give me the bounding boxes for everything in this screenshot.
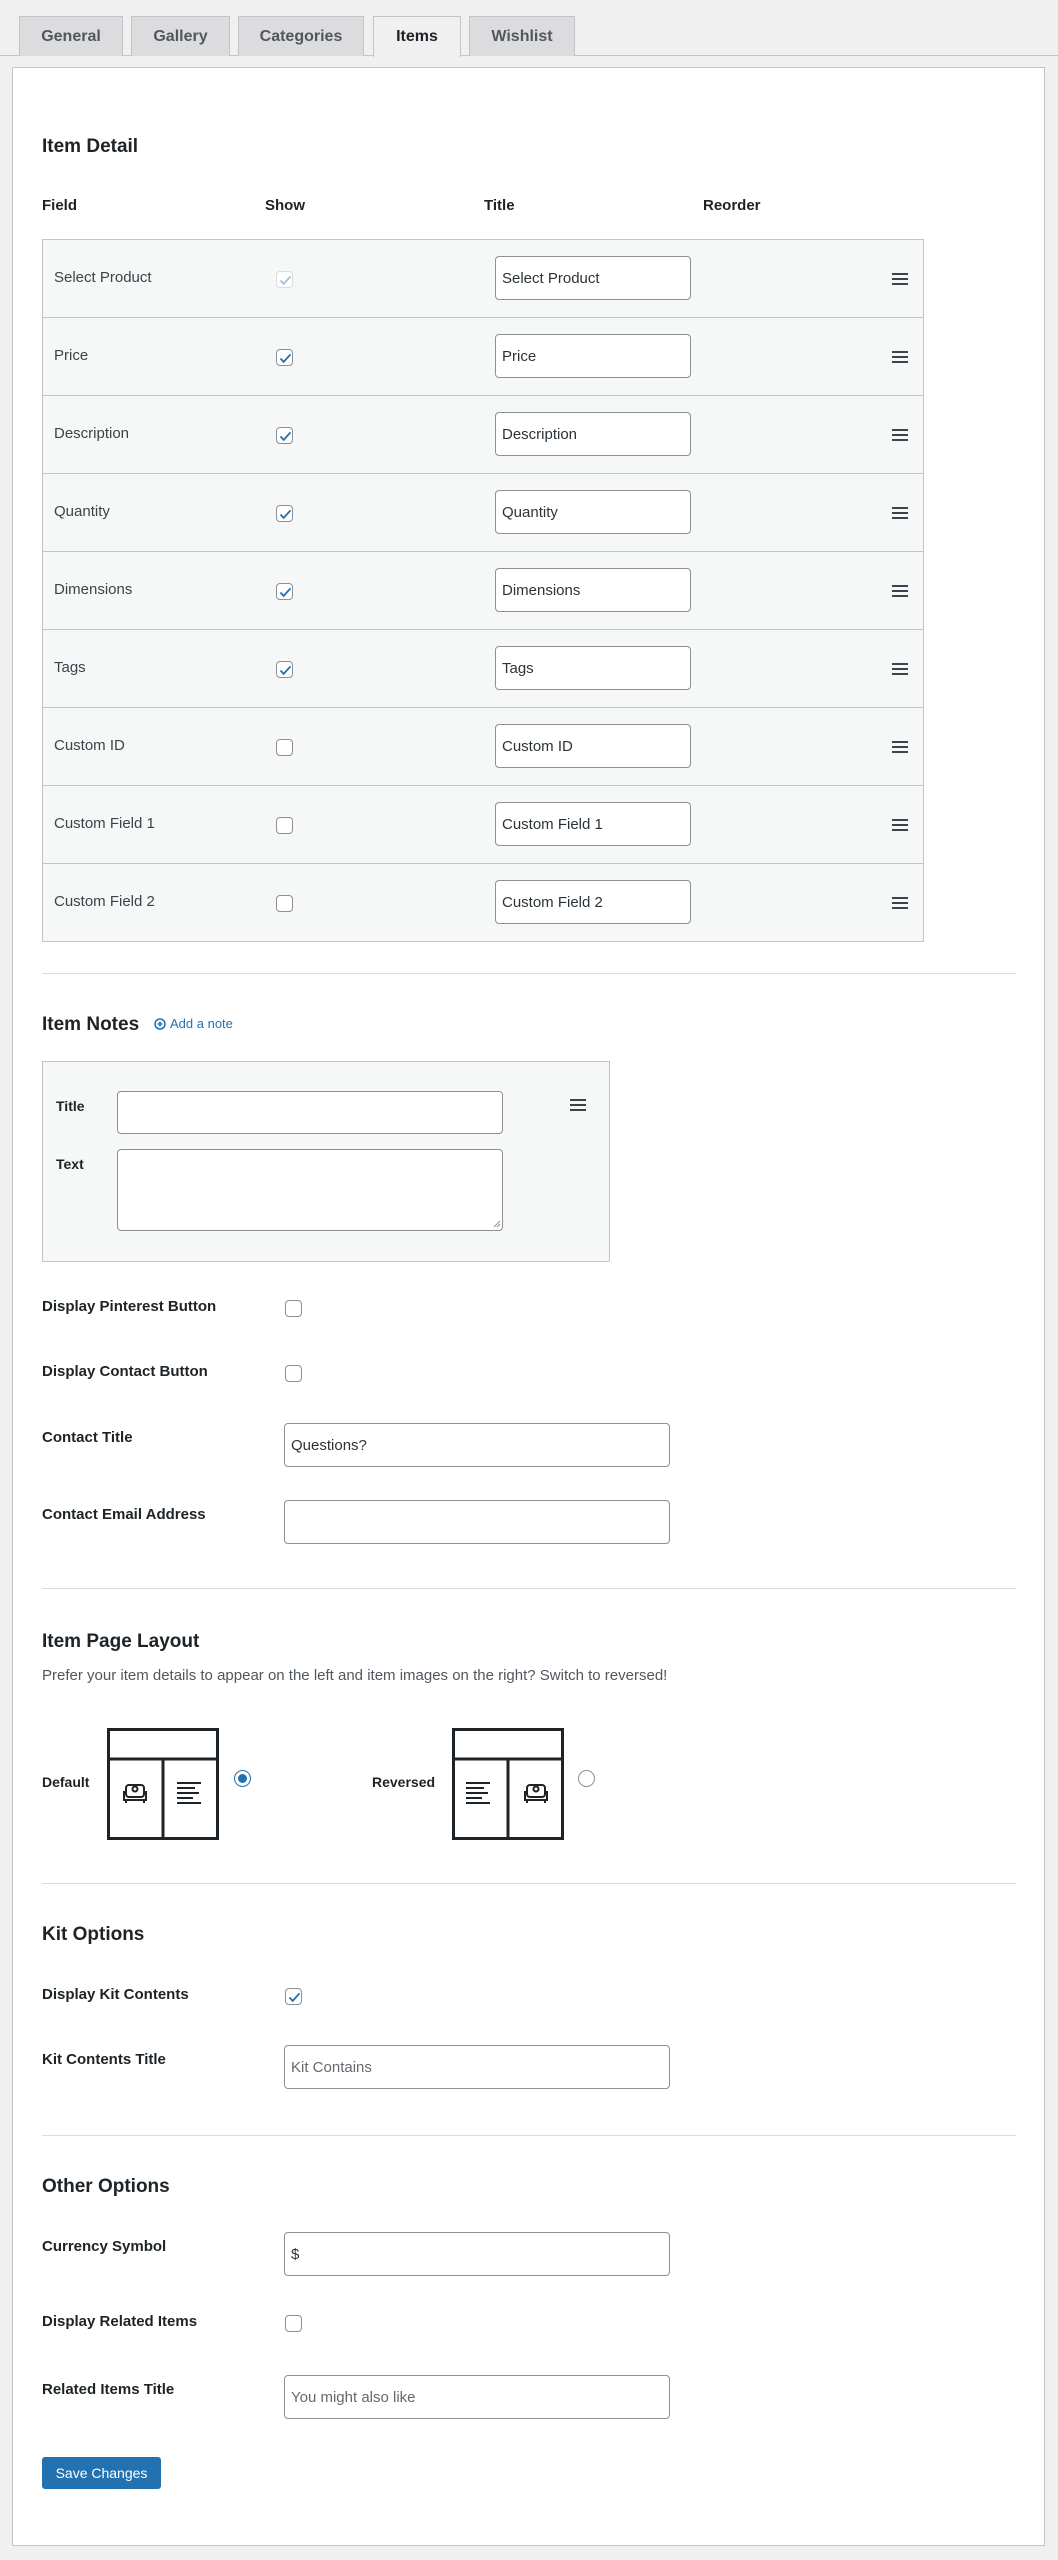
note-card	[42, 1061, 610, 1262]
contact-title-label: Contact Title	[42, 1429, 133, 1446]
add-note-label: Add a note	[170, 1016, 233, 1031]
contact-email-label: Contact Email Address	[42, 1506, 206, 1523]
title-input[interactable]: Custom Field 2	[495, 880, 691, 924]
tab-gallery[interactable]: Gallery	[131, 16, 230, 56]
field-name: Custom Field 2	[54, 893, 155, 910]
layout-reversed-label: Reversed	[372, 1774, 436, 1790]
tab-bar	[0, 0, 1058, 56]
title-input[interactable]: Dimensions	[495, 568, 691, 612]
table-row	[43, 630, 923, 708]
title-input[interactable]: Select Product	[495, 256, 691, 300]
drag-handle-icon[interactable]	[892, 741, 908, 753]
drag-handle-icon[interactable]	[892, 351, 908, 363]
tab-wishlist[interactable]: Wishlist	[469, 16, 575, 56]
checkmark-icon	[277, 272, 294, 289]
title-input[interactable]: Price	[495, 334, 691, 378]
layout-heading: Item Page Layout	[42, 1631, 200, 1652]
field-name: Custom Field 1	[54, 815, 155, 832]
table-row	[43, 474, 923, 552]
show-checkbox	[276, 271, 293, 288]
show-checkbox[interactable]	[276, 583, 293, 600]
layout-reversed-radio[interactable]	[578, 1770, 595, 1787]
kit-display-label: Display Kit Contents	[42, 1986, 189, 2003]
pinterest-label: Display Pinterest Button	[42, 1298, 217, 1315]
checkmark-icon	[277, 662, 294, 679]
drag-handle-icon[interactable]	[892, 819, 908, 831]
kit-display-checkbox[interactable]	[285, 1988, 302, 2005]
note-text-label: Text	[56, 1156, 84, 1172]
field-name: Custom ID	[54, 737, 125, 754]
layout-default-label: Default	[42, 1774, 90, 1790]
show-checkbox[interactable]	[276, 739, 293, 756]
divider	[42, 1883, 1016, 1884]
layout-description: Prefer your item details to appear on the left and item images on the right? Switch to reversed!	[42, 1667, 668, 1684]
drag-handle-icon[interactable]	[892, 585, 908, 597]
item-notes-heading: Item Notes	[42, 1014, 140, 1035]
show-checkbox[interactable]	[276, 427, 293, 444]
show-checkbox[interactable]	[276, 661, 293, 678]
note-title-label: Title	[56, 1098, 85, 1114]
drag-handle-icon[interactable]	[892, 429, 908, 441]
checkmark-icon	[277, 506, 294, 523]
checkmark-icon	[286, 1989, 303, 2006]
title-input[interactable]: Tags	[495, 646, 691, 690]
layout-default-preview[interactable]	[107, 1728, 219, 1840]
currency-input[interactable]: $	[284, 2232, 670, 2276]
table-row	[43, 318, 923, 396]
other-heading: Other Options	[42, 2176, 170, 2197]
show-checkbox[interactable]	[276, 895, 293, 912]
drag-handle-icon[interactable]	[892, 273, 908, 285]
contact-email-input[interactable]	[284, 1500, 670, 1544]
item-detail-table	[42, 239, 924, 942]
field-name: Price	[54, 347, 89, 364]
note-text-area[interactable]	[117, 1149, 503, 1231]
kit-contents-title-label: Kit Contents Title	[42, 2051, 166, 2068]
tab-items[interactable]: Items	[373, 16, 461, 57]
field-name: Select Product	[54, 269, 152, 286]
layout-default-radio[interactable]	[234, 1770, 251, 1787]
show-checkbox[interactable]	[276, 817, 293, 834]
resize-grip-icon[interactable]	[493, 1220, 501, 1228]
divider	[42, 2135, 1016, 2136]
divider	[42, 1588, 1016, 1589]
drag-handle-icon[interactable]	[892, 507, 908, 519]
add-note-link[interactable]	[154, 1016, 233, 1031]
table-row	[43, 864, 923, 941]
title-input[interactable]: Custom Field 1	[495, 802, 691, 846]
contact-button-label: Display Contact Button	[42, 1363, 208, 1380]
drag-handle-icon[interactable]	[892, 663, 908, 675]
settings-panel	[12, 67, 1045, 2546]
contact-button-checkbox[interactable]	[285, 1365, 302, 1382]
note-title-input[interactable]	[117, 1091, 503, 1134]
checkmark-icon	[277, 428, 294, 445]
item-detail-heading: Item Detail	[42, 136, 139, 157]
note-drag-handle-icon[interactable]	[570, 1099, 586, 1111]
table-row	[43, 786, 923, 864]
field-name: Dimensions	[54, 581, 133, 598]
table-row	[43, 240, 923, 318]
related-title-label: Related Items Title	[42, 2381, 175, 2398]
show-checkbox[interactable]	[276, 505, 293, 522]
add-circle-icon	[154, 1018, 166, 1030]
column-field: Field	[42, 197, 78, 214]
kit-contents-title-input[interactable]: Kit Contains	[284, 2045, 670, 2089]
table-row	[43, 396, 923, 474]
title-input[interactable]: Custom ID	[495, 724, 691, 768]
show-checkbox[interactable]	[276, 349, 293, 366]
checkmark-icon	[277, 350, 294, 367]
layout-reversed-preview[interactable]	[452, 1728, 564, 1840]
field-name: Tags	[54, 659, 86, 676]
drag-handle-icon[interactable]	[892, 897, 908, 909]
field-name: Quantity	[54, 503, 110, 520]
column-show: Show	[265, 197, 305, 214]
table-row	[43, 708, 923, 786]
kit-heading: Kit Options	[42, 1924, 145, 1945]
related-checkbox[interactable]	[285, 2315, 302, 2332]
checkmark-icon	[277, 584, 294, 601]
tab-general[interactable]: General	[19, 16, 123, 56]
related-title-input[interactable]: You might also like	[284, 2375, 670, 2419]
save-changes-button[interactable]: Save Changes	[42, 2457, 161, 2489]
table-row	[43, 552, 923, 630]
related-label: Display Related Items	[42, 2313, 198, 2330]
column-reorder: Reorder	[703, 197, 761, 214]
title-input[interactable]: Quantity	[495, 490, 691, 534]
title-input[interactable]: Description	[495, 412, 691, 456]
column-title: Title	[484, 197, 515, 214]
field-name: Description	[54, 425, 130, 442]
divider	[42, 973, 1016, 974]
currency-label: Currency Symbol	[42, 2238, 167, 2255]
contact-title-input[interactable]: Questions?	[284, 1423, 670, 1467]
tab-categories[interactable]: Categories	[238, 16, 364, 56]
pinterest-checkbox[interactable]	[285, 1300, 302, 1317]
